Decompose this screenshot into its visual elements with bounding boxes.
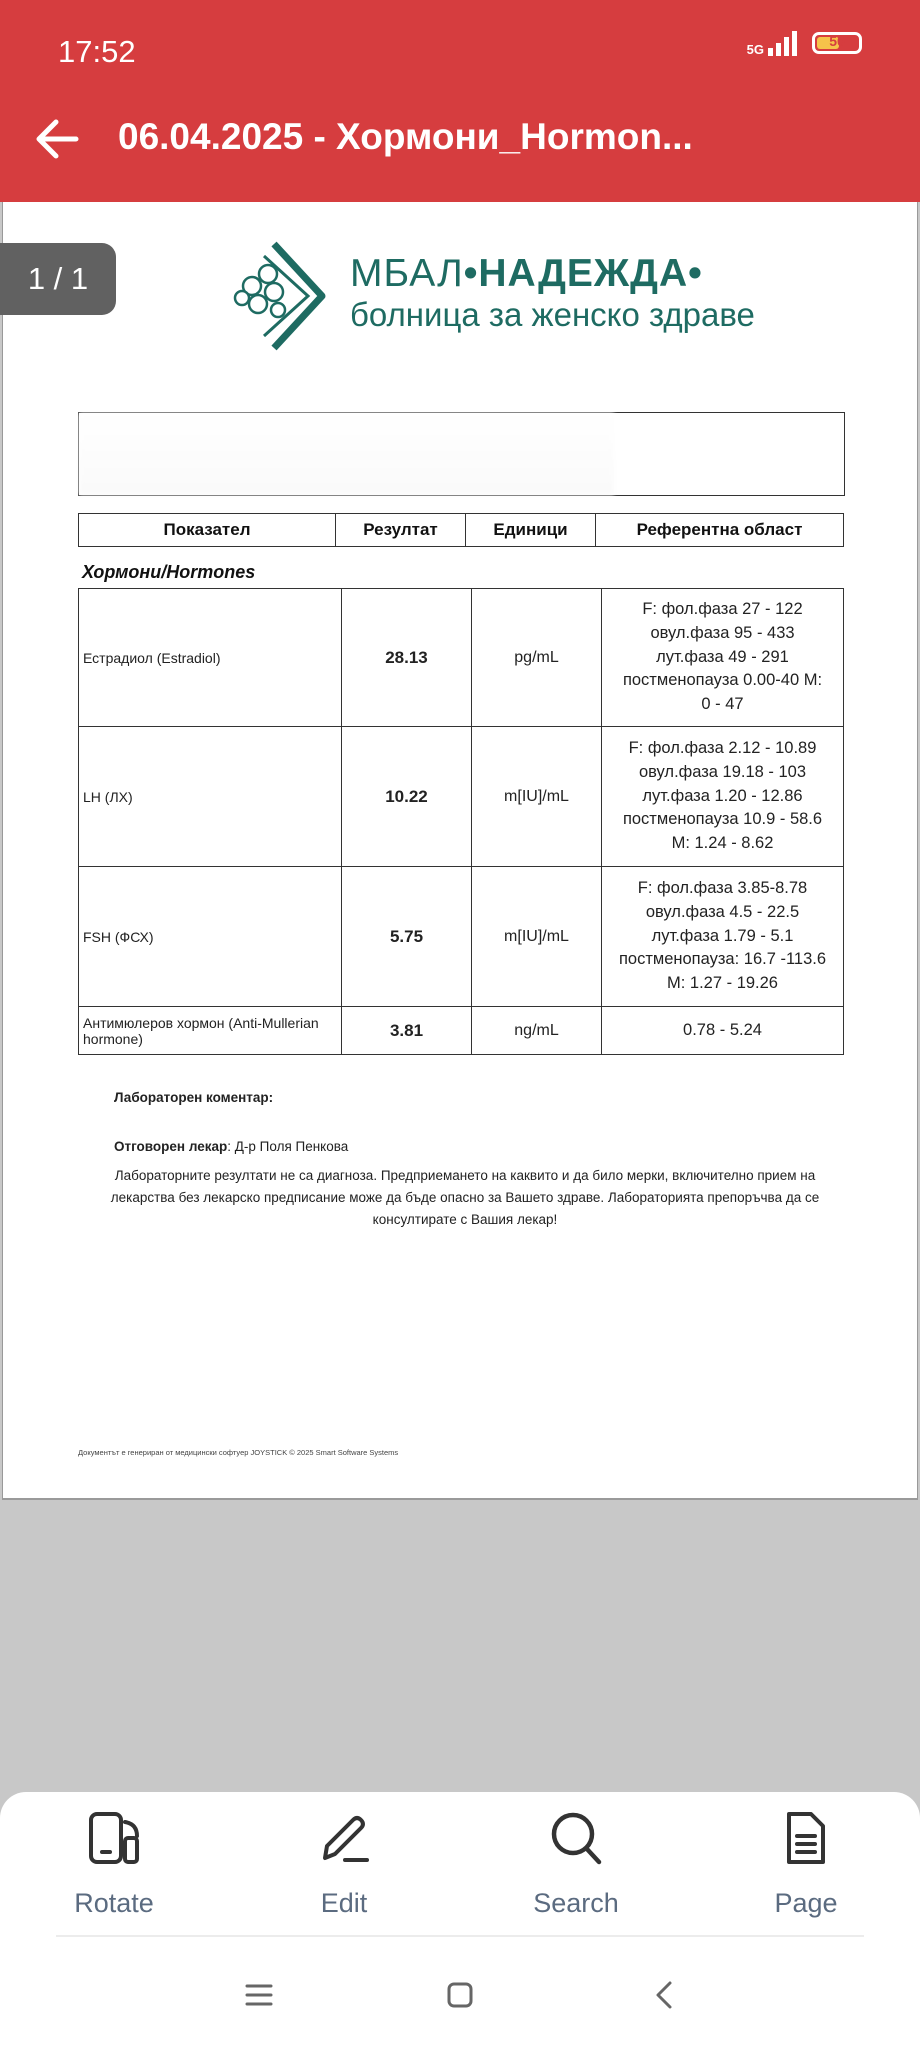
reference-line: F: фол.фаза 2.12 - 10.89 xyxy=(628,739,817,757)
reference-line: 0 - 47 xyxy=(701,695,744,714)
reference-line: F: фол.фаза 3.85-8.78 xyxy=(637,879,808,897)
table-row xyxy=(79,1007,844,1055)
hospital-name-main: •НАДЕЖДА• xyxy=(463,252,703,295)
table-row xyxy=(79,727,844,867)
section-title: Хормони/Hormones xyxy=(82,562,256,582)
row-result: 3.81 xyxy=(342,1007,472,1055)
system-nav-bar xyxy=(0,1938,920,2048)
page-button[interactable] xyxy=(736,1808,876,1919)
battery-level: 50 xyxy=(829,33,845,49)
reference-line: M: 1.24 - 8.62 xyxy=(671,834,774,853)
reference-line: M: 1.27 - 19.26 xyxy=(667,974,778,993)
reference-line: лут.фаза 49 - 291 xyxy=(656,647,789,666)
signal-icon xyxy=(747,30,800,56)
hospital-name-prefix: МБАЛ xyxy=(350,252,464,295)
hospital-logo-icon xyxy=(230,240,326,352)
doctor-label: Отговорен лекар xyxy=(114,1139,228,1154)
row-result: 28.13 xyxy=(342,589,472,727)
reference-line: овул.фаза 4.5 - 22.5 xyxy=(645,902,800,921)
search-label: Search xyxy=(533,1888,619,1918)
document-footer: Документът е генериран от медицински софтуер JOYSTICK © 2025 Smart Software Systems xyxy=(78,1448,399,1457)
arrow-left-icon xyxy=(34,116,80,162)
row-unit: pg/mL xyxy=(472,589,602,727)
patient-info-box xyxy=(78,412,845,496)
row-name: FSH (ФСХ) xyxy=(79,867,342,1007)
page-indicator: 1 / 1 xyxy=(0,243,116,315)
lab-comment-label: Лабораторен коментар: xyxy=(114,1090,274,1105)
reference-line: постменопауза 10.9 - 58.6 xyxy=(622,810,823,829)
toolbar-divider xyxy=(56,1935,864,1937)
table-row xyxy=(79,867,844,1007)
col-result: Резултат xyxy=(336,514,466,547)
reference-line: лут.фаза 1.20 - 12.86 xyxy=(642,786,803,805)
back-button[interactable] xyxy=(34,116,80,162)
rotate-button[interactable] xyxy=(44,1808,184,1919)
edit-label: Edit xyxy=(320,1888,368,1918)
row-unit: m[IU]/mL xyxy=(472,727,602,867)
reference-line: постменопауза 0.00-40 M: xyxy=(622,671,823,690)
disclaimer-text: Лабораторните резултати не са диагноза. Предприемането на каквито и да било мерки, включително прием на лекарства без лекарско предписание може да бъде опасно за Вашето здраве. Лабораторията препоръчва да се консултирате с Вашия лекар! xyxy=(110,1168,820,1227)
chevron-left-icon xyxy=(640,1970,690,2020)
row-result: 10.22 xyxy=(342,727,472,867)
app-header xyxy=(0,0,920,202)
page-icon xyxy=(777,1808,835,1868)
results-table xyxy=(78,588,844,1055)
row-unit: ng/mL xyxy=(472,1007,602,1055)
pencil-icon xyxy=(315,1808,373,1868)
reference-line: лут.фаза 1.79 - 5.1 xyxy=(651,926,794,945)
search-icon xyxy=(547,1808,605,1868)
reference-line: 0.78 - 5.24 xyxy=(683,1020,762,1039)
doctor-name: : Д-р Поля Пенкова xyxy=(227,1139,349,1154)
table-row xyxy=(79,589,844,727)
rotate-icon xyxy=(85,1808,143,1868)
document-title: 06.04.2025 - Хормони_Hormon... xyxy=(118,116,693,157)
bottom-toolbar xyxy=(0,1792,920,1938)
col-indicator: Показател xyxy=(79,514,336,547)
battery-icon xyxy=(812,32,862,54)
reference-line: постменопауза: 16.7 -113.6 xyxy=(618,950,827,969)
home-square-icon xyxy=(435,1970,485,2020)
redacted-patient-info xyxy=(79,413,614,495)
row-result: 5.75 xyxy=(342,867,472,1007)
hospital-name xyxy=(350,252,703,296)
edit-button[interactable] xyxy=(274,1808,414,1919)
page-label: Page xyxy=(774,1888,838,1918)
status-time: 17:52 xyxy=(58,34,136,69)
row-reference xyxy=(602,727,844,867)
results-table-header xyxy=(78,513,844,547)
responsible-doctor xyxy=(114,1139,348,1154)
col-reference: Референтна област xyxy=(596,514,844,547)
nav-menu-button[interactable] xyxy=(234,1970,284,2020)
row-unit: m[IU]/mL xyxy=(472,867,602,1007)
rotate-label: Rotate xyxy=(74,1888,154,1918)
row-name: Антимюлеров хормон (Anti-Mullerian hormone) xyxy=(79,1007,342,1055)
reference-line: овул.фаза 19.18 - 103 xyxy=(638,762,807,781)
network-type: 5G xyxy=(746,42,764,57)
hospital-subtitle: болница за женско здраве xyxy=(350,296,755,333)
nav-back-button[interactable] xyxy=(640,1970,690,2020)
menu-icon xyxy=(234,1970,284,2020)
search-button[interactable] xyxy=(506,1808,646,1919)
nav-home-button[interactable] xyxy=(435,1970,485,2020)
row-reference xyxy=(602,1007,844,1055)
row-name: Естрадиол (Estradiol) xyxy=(79,589,342,727)
row-reference xyxy=(602,589,844,727)
reference-line: овул.фаза 95 - 433 xyxy=(650,623,795,642)
row-reference xyxy=(602,867,844,1007)
row-name: LH (ЛХ) xyxy=(79,727,342,867)
col-units: Единици xyxy=(466,514,596,547)
status-icons xyxy=(747,30,862,56)
reference-line: F: фол.фаза 27 - 122 xyxy=(642,600,803,618)
